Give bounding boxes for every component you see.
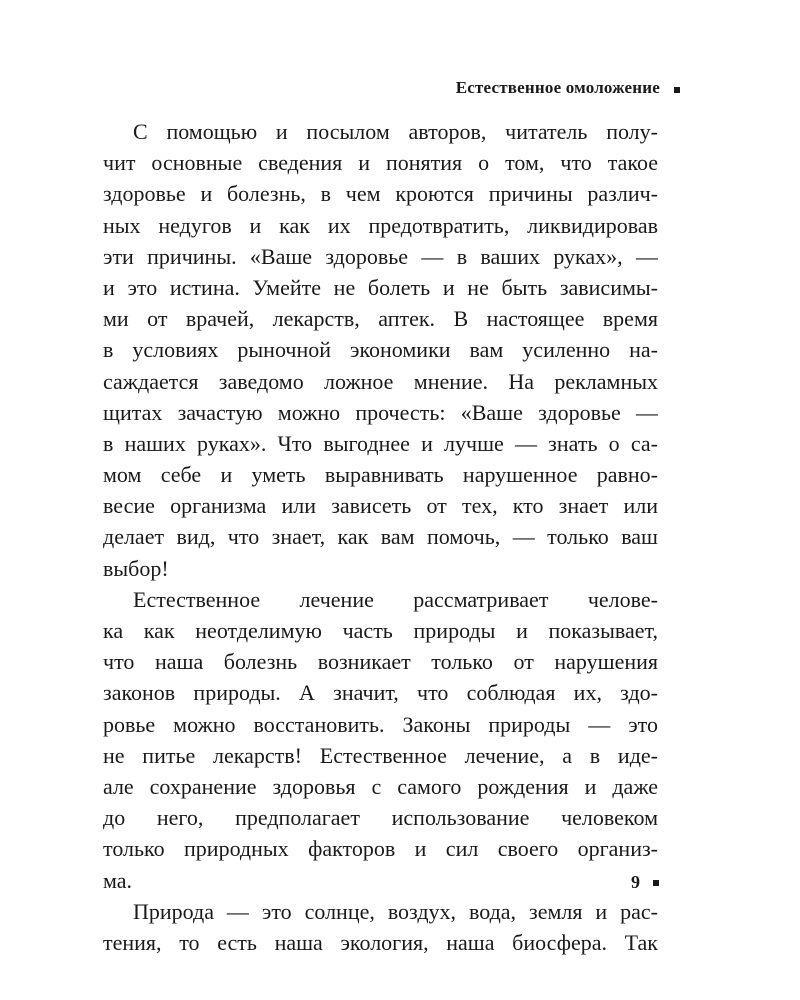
header-square-marker-icon [674, 87, 680, 93]
text-line: в наших руках». Что выгоднее и лучше — знать о са- [103, 430, 658, 456]
running-header [456, 78, 660, 98]
text-line: саждается заведомо ложное мнение. На рекламных [103, 368, 658, 394]
running-header-title: Естественное омоложение [455, 78, 660, 97]
text-line: что наша болезнь возникает только от нарушения [103, 649, 658, 675]
text-line: ми от врачей, лекарств, аптек. В настоящее время [103, 306, 658, 332]
footer-square-marker-icon [653, 880, 659, 886]
text-line: ных недугов и как их предотвратить, ликвидировав [103, 212, 658, 238]
text-line: ма. [103, 867, 133, 893]
text-line: С помощью и посылом авторов, читатель полу- [133, 119, 658, 144]
body-text [103, 116, 658, 958]
text-line: выбор! [103, 555, 169, 581]
text-line: щитах зачастую можно прочесть: «Ваше здоровье — [103, 399, 658, 425]
text-line: и это истина. Умейте не болеть и не быть зависимы- [103, 274, 658, 300]
text-line: Естественное лечение рассматривает челове- [133, 586, 658, 612]
text-line: чит основные сведения и понятия о том, что такое [103, 150, 658, 176]
text-line: только природных факторов и сил своего организ- [103, 836, 658, 862]
text-line: здоровье и болезнь, в чем кроются причины различ- [103, 181, 658, 207]
text-line: Природа — это солнце, воздух, вода, земля и рас- [133, 898, 658, 924]
text-line: ровье можно восстановить. Законы природы — это [103, 711, 658, 737]
text-line: тения, то есть наша экология, наша биосфера. Так [103, 929, 658, 955]
text-line: не питье лекарств! Естественное лечение, а в иде- [103, 742, 658, 768]
text-line: мом себе и уметь выравнивать нарушенное равно- [103, 462, 658, 488]
text-line: але сохранение здоровья с самого рождения и даже [103, 773, 658, 799]
text-line: делает вид, что знает, как вам помочь, — только ваш [103, 524, 658, 550]
text-line: ка как неотделимую часть природы и показывает, [103, 618, 658, 643]
page-number [631, 872, 640, 893]
page-number-value: 9 [631, 872, 640, 892]
text-line: в условиях рыночной экономики вам усиленно на- [103, 337, 658, 363]
text-line: весие организма или зависеть от тех, кто знает или [103, 493, 658, 519]
text-line: законов природы. А значит, что соблюдая их, здо- [103, 680, 658, 706]
text-line: эти причины. «Ваше здоровье — в ваших руках», — [103, 243, 658, 269]
text-line: до него, предполагает использование человеком [103, 805, 658, 831]
